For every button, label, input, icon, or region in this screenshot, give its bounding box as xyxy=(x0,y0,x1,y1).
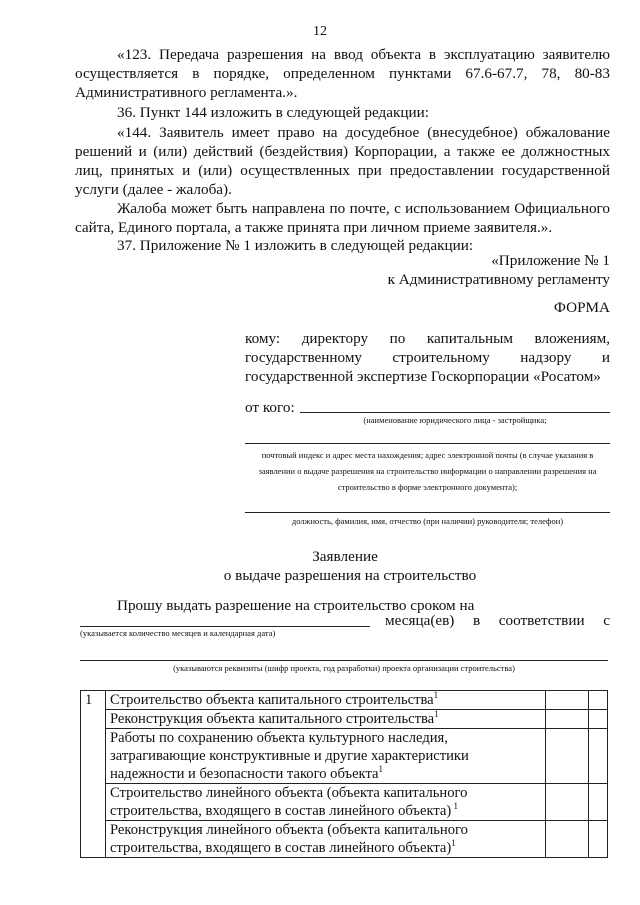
from-label: от кого: xyxy=(245,399,295,416)
table-row xyxy=(81,691,608,710)
table-row xyxy=(81,784,608,821)
head-line xyxy=(245,512,610,513)
address-line xyxy=(245,443,610,444)
option-text: Работы по сохранению объекта культурного наследия, затрагивающие конструктивные и другие характеристики надежности и безопасности такого объекта$^1$ xyxy=(106,729,546,784)
table-row xyxy=(81,821,608,858)
checkbox-cell[interactable] xyxy=(546,710,589,729)
statement-subtitle: о выдаче разрешения на строительство xyxy=(223,567,477,584)
checkbox-cell[interactable] xyxy=(546,784,589,821)
hint-months: (указывается количество месяцев и календарная дата) xyxy=(80,628,276,638)
checkbox-cell[interactable] xyxy=(546,729,589,784)
appendix-number: «Приложение № 1 xyxy=(491,252,610,269)
option-text: Реконструкция объекта капитального строительства$^1$ xyxy=(106,710,546,729)
from-hint-name: (наименование юридического лица - застройщика; xyxy=(363,415,547,425)
row-number: 1 xyxy=(81,691,106,858)
empty-cell xyxy=(589,784,608,821)
paragraph-144: «144. Заявитель имеет право на досудебное (внесудебное) обжалование решений и (или) действий (бездействия) Корпорации, а также ее должностных лиц, принятых и (или) осуществленных при предоставлении государственной услуги (далее - жалоба). xyxy=(75,124,610,198)
request-text: Прошу выдать разрешение на строительство сроком на xyxy=(117,597,475,614)
paragraph-123: «123. Передача разрешения на ввод объекта в эксплуатацию заявителю осуществляется в порядке, определенном пунктами 67.6-67.7, 78, 80-83 Административного регламента.». xyxy=(75,46,610,101)
empty-cell xyxy=(589,729,608,784)
table-row xyxy=(81,710,608,729)
option-text: Реконструкция линейного объекта (объекта капитального строительства, входящего в состав линейного объекта)$^1$ xyxy=(106,821,546,858)
from-hint-head: должность, фамилия, имя, отчество (при наличии) руководителя; телефон) xyxy=(291,516,564,526)
request-text-cont: месяца(ев) в соответствии с xyxy=(385,612,610,629)
empty-cell xyxy=(589,710,608,729)
page-number: 12 xyxy=(313,24,327,39)
appendix-reference: к Административному регламенту xyxy=(387,271,610,288)
statement-title: Заявление xyxy=(312,548,378,565)
checkbox-cell[interactable] xyxy=(546,821,589,858)
addressee-to: кому: директору по капитальным вложениям, государственному строительному надзору и государственной экспертизе Госкорпорации «Росатом» xyxy=(245,330,610,385)
months-line xyxy=(80,626,370,627)
option-text: Строительство линейного объекта (объекта капитального строительства, входящего в состав линейного объекта) $^1$ xyxy=(106,784,546,821)
hint-project: (указываются реквизиты (шифр проекта, год разработки) проекта организации строительства) xyxy=(173,663,515,673)
empty-cell xyxy=(589,821,608,858)
option-text: Строительство объекта капитального строительства$^1$ xyxy=(106,691,546,710)
from-hint-address: почтовый индекс и адрес места нахождения; адрес электронной почты (в случае указания в заявлении о выдаче разрешения на строительство информации о направлении разрешения на строительство в форме электронного документа); xyxy=(258,450,597,492)
form-label: ФОРМА xyxy=(553,299,610,316)
table-row xyxy=(81,729,608,784)
empty-cell xyxy=(589,691,608,710)
checkbox-cell[interactable] xyxy=(546,691,589,710)
from-line xyxy=(300,412,610,413)
project-line xyxy=(80,660,608,661)
paragraph-complaint: Жалоба может быть направлена по почте, с использованием Официального сайта, Единого портала, а также принята при личном приеме заявителя.». xyxy=(75,200,610,236)
construction-type-table xyxy=(80,690,608,858)
paragraph-37: 37. Приложение № 1 изложить в следующей редакции: xyxy=(117,237,474,254)
paragraph-36: 36. Пункт 144 изложить в следующей редакции: xyxy=(117,104,430,121)
